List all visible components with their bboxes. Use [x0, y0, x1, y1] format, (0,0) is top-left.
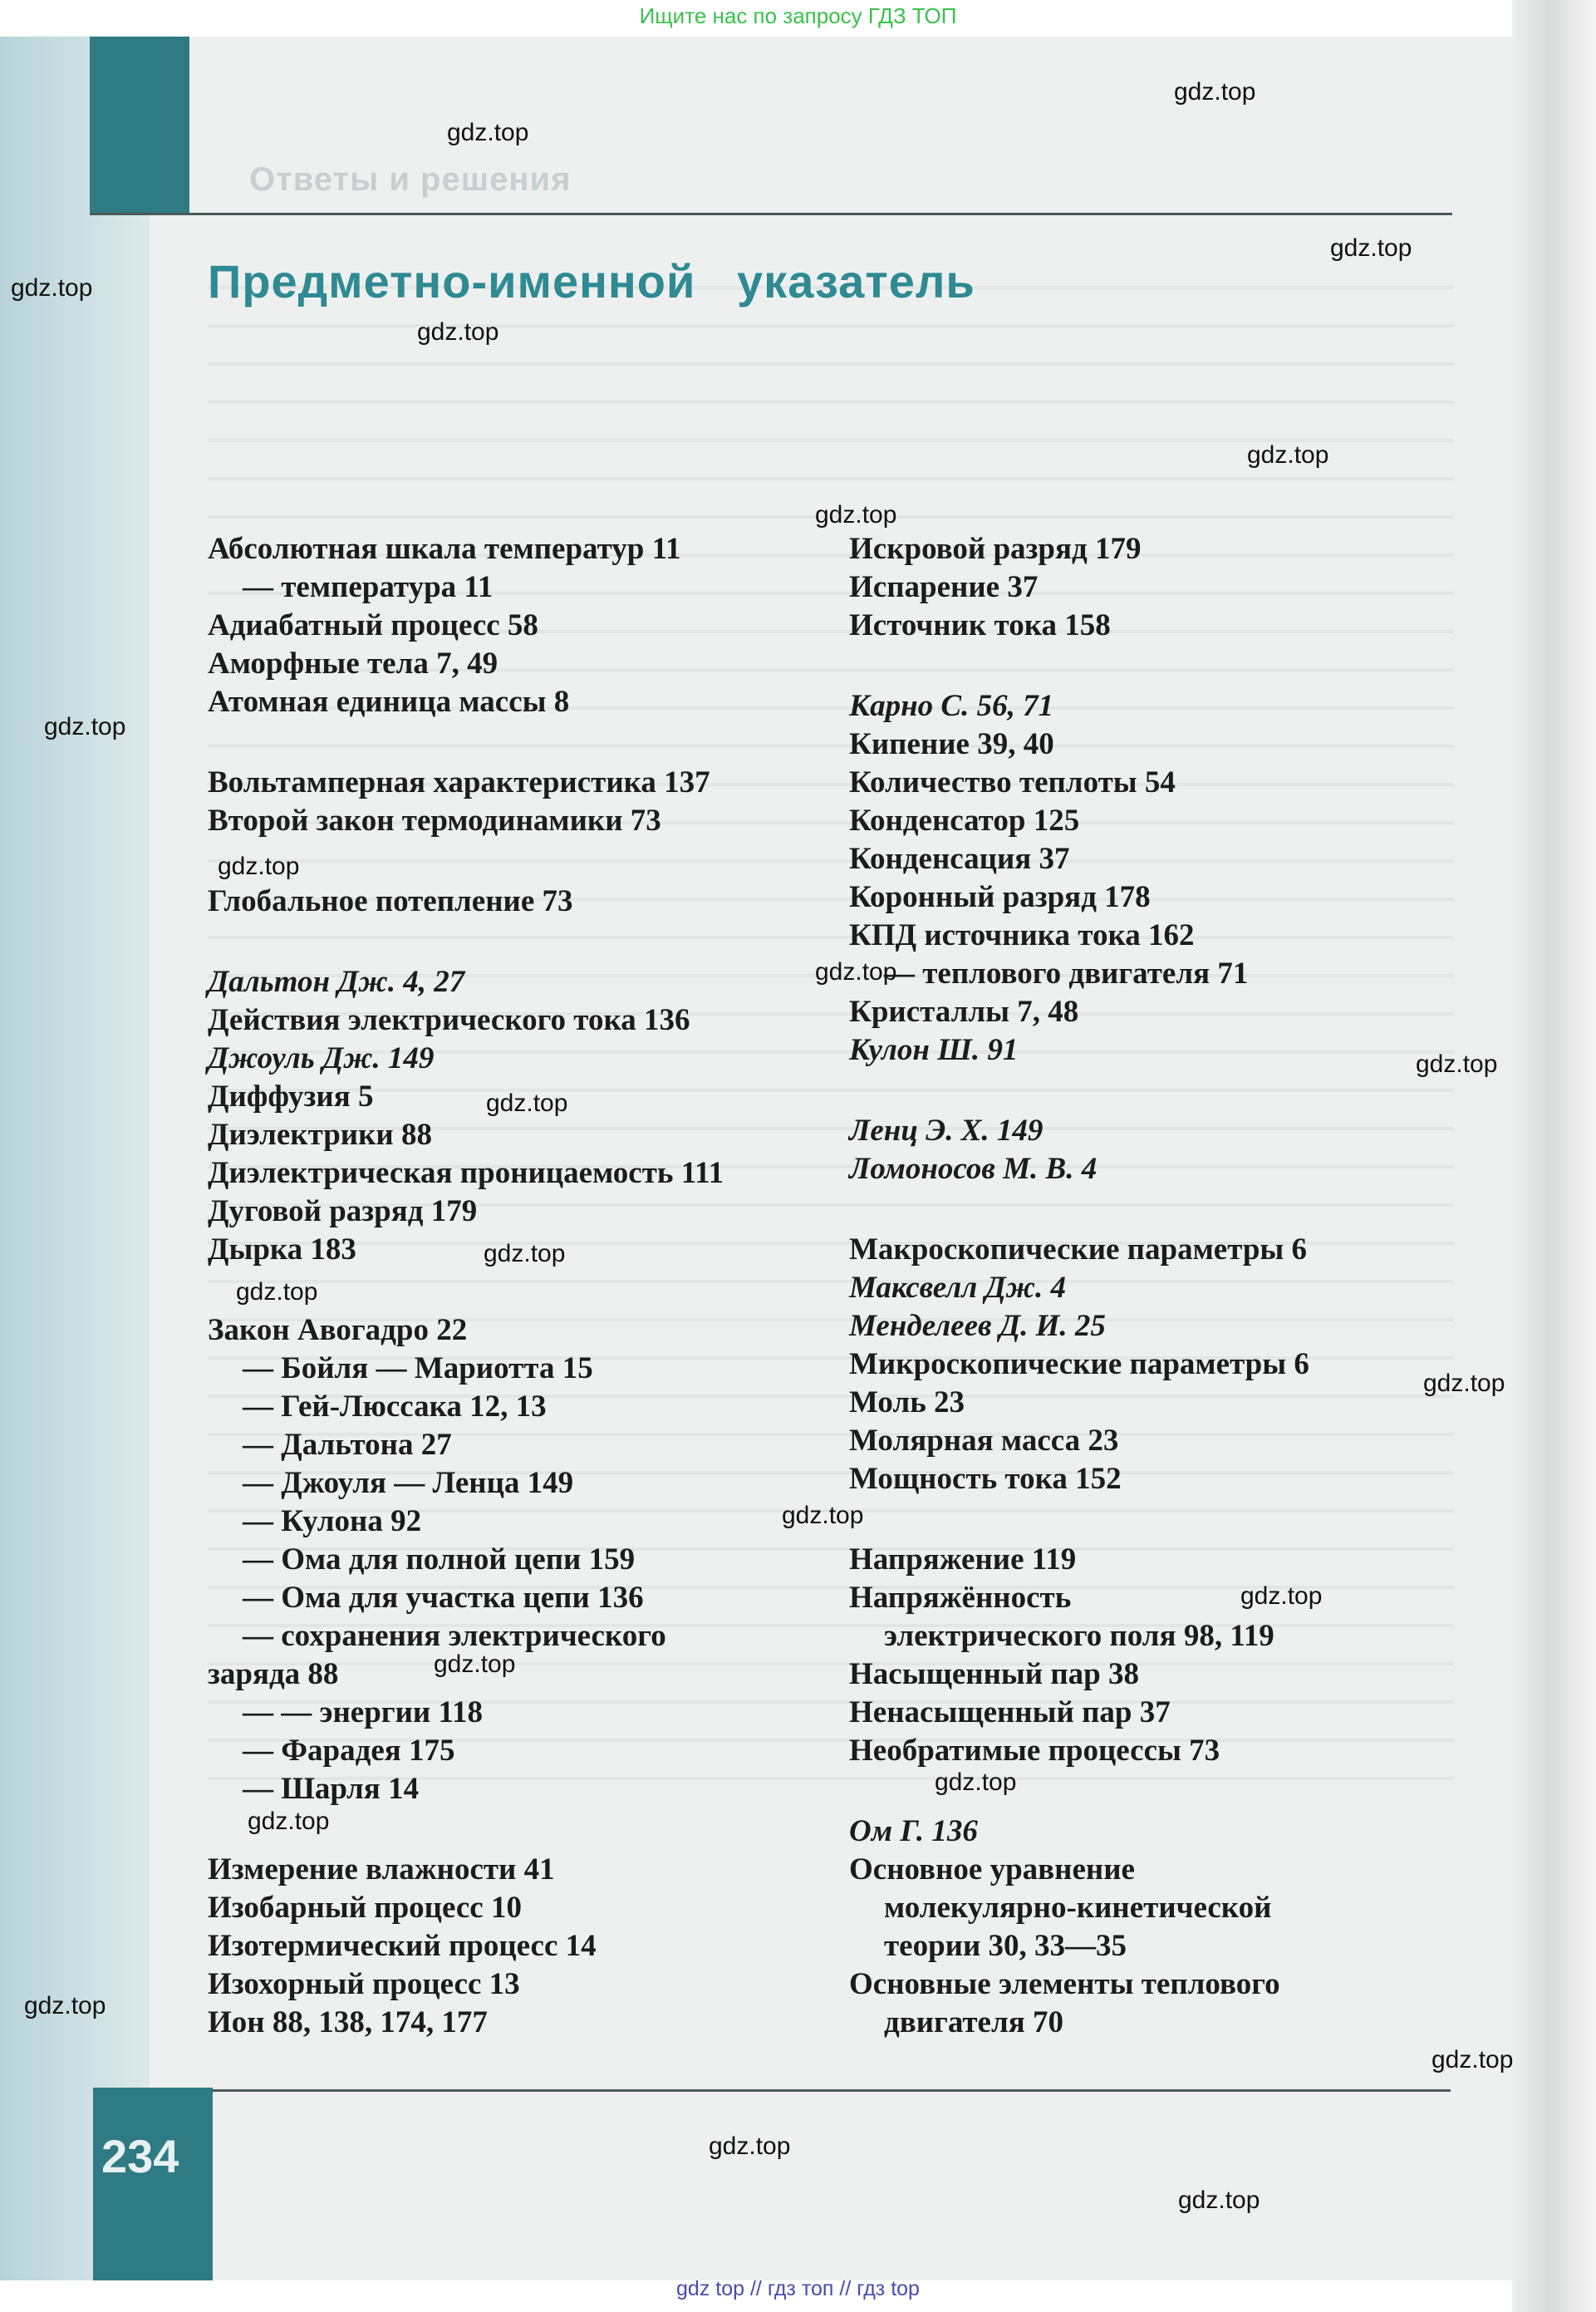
- index-entry: — Джоуля — Ленца 149: [243, 1466, 574, 1500]
- watermark: gdz.top: [709, 2132, 791, 2160]
- index-letter-gap: [849, 1070, 1497, 1112]
- index-column-right: [849, 530, 1497, 2042]
- index-entry: Изотермический процесс 14: [208, 1929, 597, 1963]
- left-margin-band: [0, 37, 150, 2280]
- index-entry: Кипение 39, 40: [849, 727, 1054, 761]
- index-entry: Напряжение 119: [849, 1542, 1077, 1577]
- index-letter-gap: [849, 1188, 1497, 1231]
- page-number-tab: [93, 2088, 213, 2280]
- top-banner[interactable]: Ищите нас по запросу ГДЗ ТОП: [639, 3, 957, 28]
- watermark: gdz.top: [1330, 234, 1412, 262]
- index-entry: Моль 23: [849, 1385, 965, 1419]
- index-entry: теории 30, 33—35: [884, 1929, 1127, 1963]
- index-entry: Испарение 37: [849, 570, 1039, 604]
- index-entry: Максвелл Дж. 4: [849, 1271, 1066, 1305]
- index-entry: Второй закон термодинамики 73: [208, 804, 661, 838]
- index-entry: Диффузия 5: [208, 1080, 374, 1114]
- index-entry: Искровой разряд 179: [849, 532, 1142, 566]
- watermark: gdz.top: [486, 1090, 568, 1117]
- index-letter-gap: [208, 721, 839, 764]
- index-entry: двигателя 70: [884, 2005, 1063, 2039]
- index-entry: Мощность тока 152: [849, 1462, 1122, 1496]
- index-entry: Молярная масса 23: [849, 1424, 1119, 1458]
- footer-rule: [213, 2089, 1451, 2092]
- index-entry: Ненасыщенный пар 37: [849, 1695, 1171, 1729]
- index-entry: Атомная единица массы 8: [208, 685, 570, 719]
- watermark: gdz.top: [417, 318, 499, 346]
- index-entry: — Шарля 14: [243, 1772, 420, 1806]
- index-entry: Коронный разряд 178: [849, 880, 1151, 914]
- index-entry: Макроскопические параметры 6: [849, 1232, 1308, 1267]
- bottom-banner[interactable]: gdz top // гдз топ // гдз top: [676, 2277, 920, 2300]
- index-entry: — теплового двигателя 71: [884, 957, 1249, 991]
- watermark: gdz.top: [1423, 1370, 1505, 1397]
- index-entry: — Фарадея 175: [243, 1734, 455, 1768]
- index-entry: Аморфные тела 7, 49: [208, 647, 498, 681]
- index-entry: Измерение влажности 41: [208, 1852, 555, 1886]
- index-entry: Ион 88, 138, 174, 177: [208, 2005, 488, 2039]
- watermark: gdz.top: [935, 1768, 1017, 1796]
- index-entry: — температура 11: [243, 570, 494, 604]
- bleed-through-header: Ответы и решения: [249, 161, 572, 198]
- watermark: gdz.top: [1178, 2187, 1260, 2214]
- watermark: gdz.top: [815, 958, 897, 986]
- index-entry: Дальтон Дж. 4, 27: [208, 965, 465, 999]
- index-entry: Ленц Э. Х. 149: [849, 1114, 1044, 1148]
- index-entry: Диэлектрики 88: [208, 1118, 433, 1152]
- watermark: gdz.top: [434, 1650, 516, 1678]
- index-letter-gap: [849, 1498, 1497, 1541]
- index-entry: Кулон Ш. 91: [849, 1033, 1019, 1067]
- index-entry: Адиабатный процесс 58: [208, 608, 538, 642]
- index-entry: Вольтамперная характеристика 137: [208, 765, 710, 799]
- index-entry: — Ома для полной цепи 159: [243, 1542, 636, 1577]
- header-tab: [90, 37, 189, 213]
- index-entry: Джоуль Дж. 149: [208, 1041, 435, 1075]
- watermark: gdz.top: [44, 713, 126, 740]
- index-entry: Количество теплоты 54: [849, 765, 1176, 799]
- index-letter-gap: [208, 921, 839, 963]
- index-entry: Конденсатор 125: [849, 804, 1080, 838]
- watermark: gdz.top: [24, 1992, 106, 2019]
- watermark: gdz.top: [1174, 78, 1256, 106]
- index-entry: Изохорный процесс 13: [208, 1967, 520, 2001]
- index-entry: Кристаллы 7, 48: [849, 995, 1079, 1029]
- watermark: gdz.top: [484, 1240, 566, 1267]
- page-number: 234: [101, 2130, 179, 2182]
- index-entry: Закон Авогадро 22: [208, 1313, 468, 1347]
- watermark: gdz.top: [218, 853, 300, 880]
- index-entry: Диэлектрическая проницаемость 111: [208, 1156, 724, 1190]
- page-title: Предметно-именной указатель: [208, 255, 975, 307]
- index-entry: Ломоносов М. В. 4: [849, 1152, 1098, 1186]
- index-entry: молекулярно-кинетической: [884, 1891, 1272, 1925]
- index-entry: Абсолютная шкала температур 11: [208, 532, 681, 566]
- index-entry: заряда 88: [208, 1657, 339, 1691]
- index-entry: Напряжённость: [849, 1581, 1072, 1615]
- watermark: gdz.top: [1240, 1582, 1323, 1610]
- index-entry: Насыщенный пар 38: [849, 1657, 1139, 1691]
- watermark: gdz.top: [447, 119, 529, 146]
- index-entry: Источник тока 158: [849, 608, 1111, 642]
- page-spine-shadow: [1512, 0, 1596, 2312]
- index-entry: Необратимые процессы 73: [849, 1734, 1220, 1768]
- index-letter-gap: [208, 840, 839, 883]
- index-entry: Основные элементы теплового: [849, 1967, 1280, 2001]
- watermark: gdz.top: [248, 1808, 330, 1835]
- watermark: gdz.top: [1431, 2046, 1514, 2073]
- index-entry: Дуговой разряд 179: [208, 1194, 478, 1228]
- watermark: gdz.top: [236, 1278, 318, 1306]
- watermark: gdz.top: [815, 501, 897, 529]
- index-entry: Изобарный процесс 10: [208, 1891, 522, 1925]
- index-entry: — — энергии 118: [243, 1695, 483, 1729]
- index-entry: — Бойля — Мариотта 15: [243, 1351, 593, 1385]
- index-entry: — Гей-Люссака 12, 13: [243, 1390, 547, 1424]
- index-entry: Ом Г. 136: [849, 1814, 978, 1848]
- index-entry: — Дальтона 27: [243, 1428, 452, 1462]
- index-entry: Глобальное потепление 73: [208, 884, 573, 918]
- index-entry: Основное уравнение: [849, 1852, 1135, 1886]
- header-rule: [90, 213, 1452, 215]
- index-entry: электрического поля 98, 119: [884, 1619, 1274, 1653]
- index-entry: Дырка 183: [208, 1232, 356, 1267]
- index-letter-gap: [849, 645, 1497, 687]
- index-entry: Конденсация 37: [849, 842, 1070, 876]
- index-entry: Действия электрического тока 136: [208, 1003, 690, 1037]
- index-entry: — Ома для участка цепи 136: [243, 1581, 644, 1615]
- watermark: gdz.top: [1247, 441, 1329, 469]
- index-entry: — сохранения электрического: [243, 1619, 666, 1653]
- index-entry: Микроскопические параметры 6: [849, 1347, 1309, 1381]
- watermark: gdz.top: [11, 274, 93, 302]
- index-entry: Карно С. 56, 71: [849, 689, 1054, 723]
- index-entry: КПД источника тока 162: [849, 918, 1195, 952]
- index-entry: Менделеев Д. И. 25: [849, 1309, 1106, 1343]
- watermark: gdz.top: [1416, 1050, 1498, 1078]
- index-entry: — Кулона 92: [243, 1504, 422, 1538]
- watermark: gdz.top: [782, 1502, 864, 1529]
